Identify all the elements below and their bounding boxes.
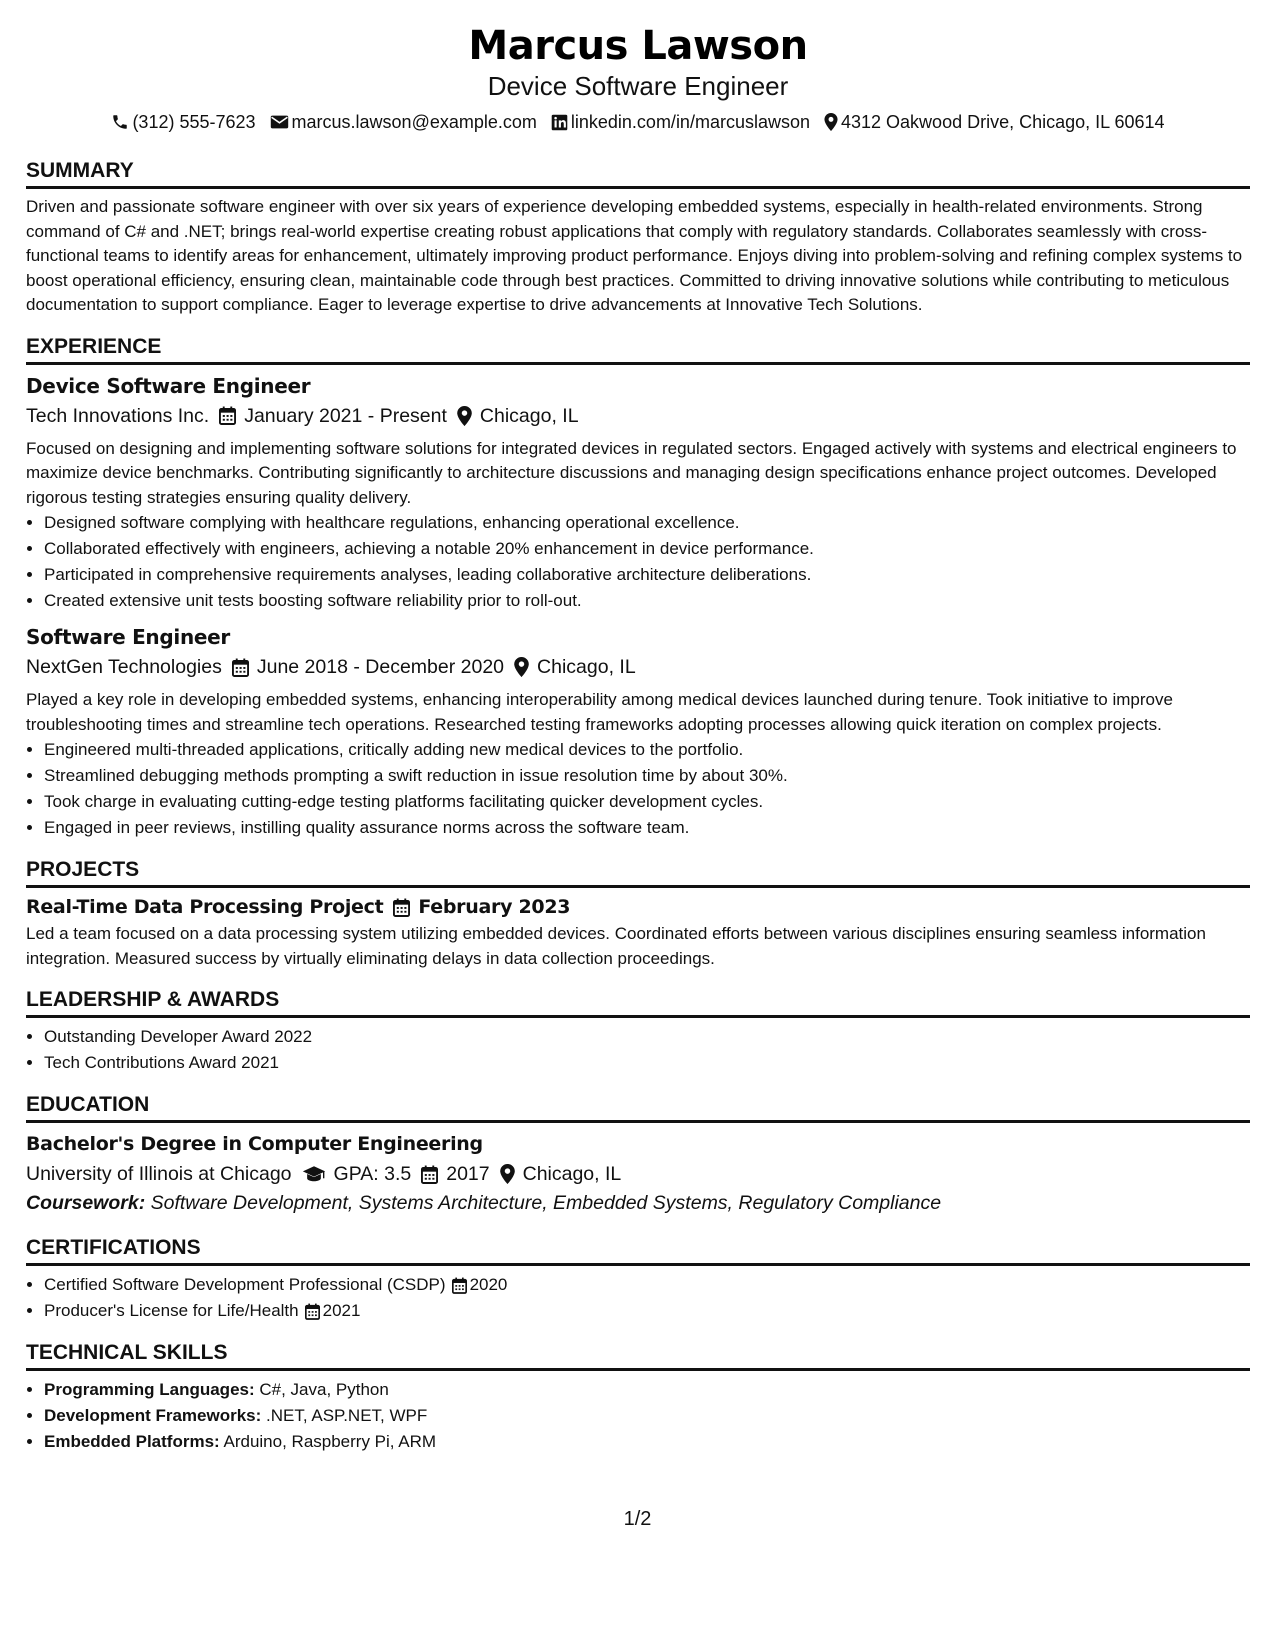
skills-section (26, 1340, 1250, 1455)
project-name: Real-Time Data Processing Project (26, 896, 384, 918)
job-location (514, 654, 636, 680)
job-title: Software Engineer (26, 625, 230, 649)
coursework-label: Coursework: (26, 1192, 146, 1214)
contact-email[interactable] (270, 110, 537, 134)
job-company: Tech Innovations Inc. (26, 404, 210, 427)
skill-value: .NET, ASP.NET, WPF (266, 1406, 428, 1425)
linkedin-icon (551, 114, 568, 131)
list-item: • Outstanding Developer Award 2022 (44, 1024, 1250, 1050)
list-item: • Took charge in evaluating cutting-edge testing platforms facilitating quicker development cycles. (44, 789, 1250, 815)
section-title: LEADERSHIP & AWARDS (26, 987, 1250, 1018)
page-number: 1/2 (623, 1508, 652, 1530)
education-location (500, 1161, 622, 1187)
skill-label: Programming Languages: (44, 1380, 255, 1399)
calendar-icon (452, 1277, 467, 1294)
dates-text: June 2018 - December 2020 (256, 656, 505, 678)
cert-year-text: 2021 (322, 1301, 361, 1320)
list-item: • Tech Contributions Award 2021 (44, 1050, 1250, 1076)
resume-header (26, 22, 1250, 134)
graduation-cap-icon (302, 1165, 326, 1183)
cert-name: • Producer's License for Life/Health (44, 1301, 299, 1320)
job-description: Played a key role in developing embedded systems, enhancing interoperability among medical devices launched during tenure. Took initiative to improve troubleshooting times and streamline tech operations. Researched testing frameworks adopting processes allowing quick iteration on complex projects. (26, 690, 1173, 734)
degree-title (26, 1131, 1250, 1157)
calendar-icon (219, 406, 236, 425)
skill-label: Embedded Platforms: (44, 1432, 220, 1451)
job-location (457, 403, 579, 429)
list-item (44, 1272, 1250, 1298)
address-text: 4312 Oakwood Drive, Chicago, IL 60614 (841, 112, 1165, 132)
summary-text: Driven and passionate software engineer with over six years of experience developing embedded systems, especially in health-related environments. Strong command of C# and .NET; brings real-world expertise creating robust applications that comply with regulatory standards. Collaborates seamlessly with cross-functional teams to identify areas for enhancement, ultimately improving product performance. Enjoys diving into problem-solving and refining complex systems to boost operational efficiency, ensuring clean, maintainable code through best practices. Committed to driving innovative solutions while contributing to meticulous documentation to support compliance. Eager to leverage expertise to drive advancements at Innovative Tech Solutions. (26, 197, 1243, 314)
dates-text: January 2021 - Present (244, 404, 447, 427)
list-item: • Engaged in peer reviews, instilling quality assurance norms across the software team. (44, 815, 1250, 841)
list-item: • Engineered multi-threaded applications, critically adding new medical devices to the portfolio. (44, 737, 1250, 763)
project-date-text: February 2023 (418, 896, 571, 918)
calendar-icon (421, 1165, 438, 1184)
job-meta (26, 654, 1250, 680)
map-pin-icon (500, 1164, 515, 1184)
section-title: CERTIFICATIONS (26, 1235, 1250, 1266)
location-text: Chicago, IL (537, 656, 636, 678)
section-title: EXPERIENCE (26, 334, 1250, 365)
list-item: • Streamlined debugging methods prompting a swift reduction in issue resolution time by about 30%. (44, 763, 1250, 789)
contact-phone (111, 110, 255, 134)
job-company: NextGen Technologies (26, 656, 222, 678)
certifications-list (26, 1272, 1250, 1324)
cert-year-text: 2020 (469, 1275, 508, 1294)
skill-label: Development Frameworks: (44, 1406, 262, 1425)
job-description: Focused on designing and implementing software solutions for integrated devices in regulated sectors. Engaged actively with systems and electrical engineers to maximize device benchmarks. Contributing significantly to architecture discussions and managing design specifications enhance project outcomes. Developed rigorous testing strategies ensuring quality delivery. (26, 438, 1237, 507)
linkedin-text[interactable]: linkedin.com/in/marcuslawson (570, 112, 810, 132)
skill-value: Arduino, Raspberry Pi, ARM (223, 1432, 437, 1451)
list-item (44, 1298, 1250, 1324)
calendar-icon (305, 1303, 320, 1320)
skills-list (26, 1377, 1250, 1455)
map-pin-icon (457, 406, 472, 426)
gpa (302, 1161, 412, 1187)
candidate-role: Device Software Engineer (487, 71, 789, 101)
project-header (26, 894, 1250, 920)
candidate-name: Marcus Lawson (468, 23, 808, 69)
skill-value: C#, Java, Python (259, 1380, 389, 1399)
job-entry (26, 373, 1250, 615)
calendar-icon (393, 898, 410, 917)
envelope-icon (270, 114, 289, 130)
gpa-text: GPA: 3.5 (333, 1163, 412, 1185)
job-bullets (26, 510, 1250, 614)
map-pin-icon (824, 113, 838, 131)
job-dates (219, 403, 447, 429)
experience-section (26, 334, 1250, 842)
project-description: Led a team focused on a data processing system utilizing embedded devices. Coordinated efforts between various disciplines ensuring seamless information integration. Measured success by virtually eliminating delays in data collection proceedings. (26, 924, 1206, 968)
cert-year (452, 1272, 508, 1298)
list-item (44, 1429, 1250, 1455)
school-name: University of Illinois at Chicago (26, 1163, 292, 1185)
list-item: • Collaborated effectively with engineers, achieving a notable 20% enhancement in device performance. (44, 536, 1250, 562)
cert-name: • Certified Software Development Professional (CSDP) (44, 1275, 446, 1294)
coursework-text: Software Development, Systems Architecture, Embedded Systems, Regulatory Compliance (150, 1192, 942, 1214)
job-dates (232, 654, 504, 680)
list-item: • Designed software complying with healthcare regulations, enhancing operational excellence. (44, 510, 1250, 536)
resume-page (26, 22, 1250, 1455)
project-date (393, 894, 570, 920)
job-meta (26, 403, 1250, 429)
cert-year (305, 1298, 361, 1324)
location-text: Chicago, IL (522, 1163, 622, 1185)
job-title: Device Software Engineer (26, 373, 311, 398)
phone-text: (312) 555-7623 (132, 112, 256, 132)
certifications-section (26, 1235, 1250, 1324)
contact-row (26, 110, 1250, 134)
list-item: • Created extensive unit tests boosting software reliability prior to roll-out. (44, 588, 1250, 614)
list-item: • Participated in comprehensive requirements analyses, leading collaborative architecture deliberations. (44, 562, 1250, 588)
awards-list (26, 1024, 1250, 1076)
year-text: 2017 (446, 1163, 490, 1185)
coursework (26, 1189, 1250, 1217)
location-text: Chicago, IL (479, 404, 579, 427)
list-item (44, 1403, 1250, 1429)
awards-section (26, 987, 1250, 1076)
email-text[interactable]: marcus.lawson@example.com (291, 112, 537, 132)
phone-icon (111, 113, 129, 131)
contact-address (824, 110, 1165, 134)
calendar-icon (232, 658, 249, 677)
summary-section (26, 158, 1250, 318)
list-item (44, 1377, 1250, 1403)
projects-section (26, 857, 1250, 971)
section-title: TECHNICAL SKILLS (26, 1340, 1250, 1371)
degree-name: Bachelor's Degree in Computer Engineering (26, 1133, 483, 1155)
education-section (26, 1092, 1250, 1217)
section-title: PROJECTS (26, 857, 1250, 888)
map-pin-icon (514, 657, 529, 677)
graduation-year (421, 1161, 489, 1187)
section-title: SUMMARY (26, 158, 1250, 189)
section-title: EDUCATION (26, 1092, 1250, 1123)
contact-linkedin[interactable] (551, 110, 810, 134)
job-entry (26, 624, 1250, 841)
education-meta (26, 1161, 1250, 1187)
job-bullets (26, 737, 1250, 841)
